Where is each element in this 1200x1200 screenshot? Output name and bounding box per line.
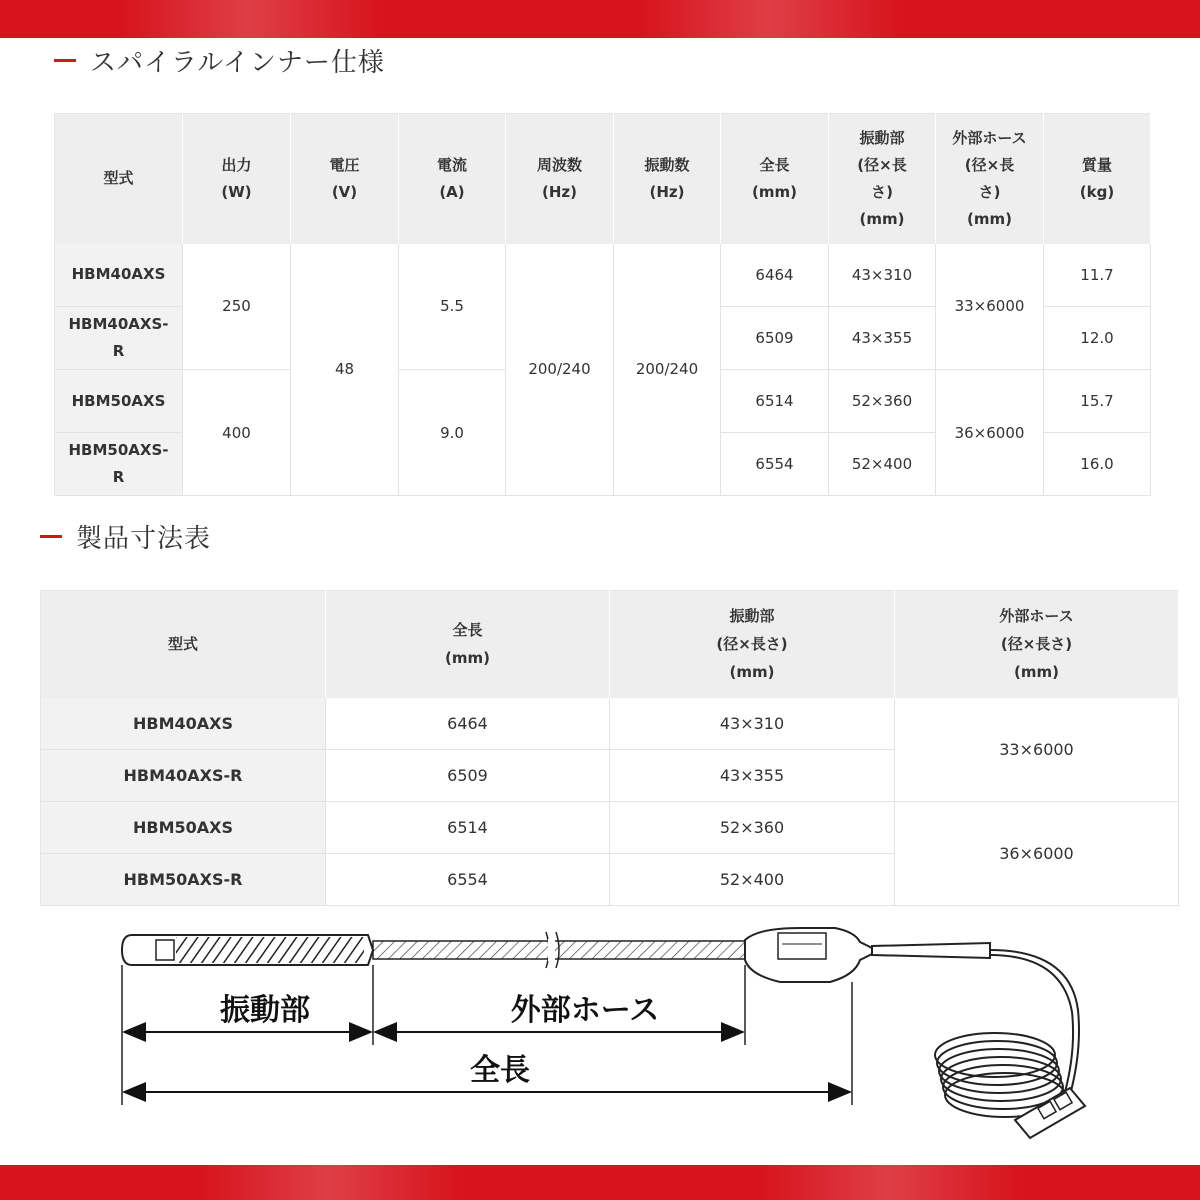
header-line: (mm) bbox=[752, 182, 797, 201]
section-heading-dimensions bbox=[40, 518, 211, 555]
header-current bbox=[399, 114, 506, 244]
section-title: スパイラルインナー仕様 bbox=[90, 48, 385, 78]
dimension-table bbox=[40, 590, 1179, 906]
header-line: (mm) bbox=[445, 649, 490, 668]
heading-accent-dash bbox=[54, 59, 76, 62]
header-line: (V) bbox=[331, 182, 358, 201]
header-line: さ) bbox=[871, 182, 893, 201]
length-cell: 6554 bbox=[721, 433, 829, 496]
header-line: 外部ホース bbox=[999, 607, 1074, 626]
header-model bbox=[55, 114, 183, 244]
cable-coil-icon bbox=[935, 950, 1079, 1117]
label-total-length: 全長 bbox=[470, 1053, 530, 1088]
vibration-cell: 200/240 bbox=[614, 244, 721, 496]
section-heading-spec bbox=[54, 42, 385, 79]
header-line: 外部ホース bbox=[952, 128, 1027, 147]
weight-cell: 12.0 bbox=[1044, 307, 1151, 370]
header-line: 型式 bbox=[167, 635, 198, 654]
model-cell: HBM40AXS-R bbox=[41, 750, 326, 802]
header-line: (mm) bbox=[1014, 663, 1059, 682]
header-line: HBM50AXS bbox=[71, 391, 166, 410]
header-hose bbox=[936, 114, 1044, 244]
header-line: (kg) bbox=[1079, 182, 1115, 201]
header-vibration bbox=[614, 114, 721, 244]
vibrator-cell: 52×360 bbox=[829, 370, 936, 433]
header-line: R bbox=[112, 468, 125, 486]
top-red-banner bbox=[0, 0, 1200, 38]
model-cell bbox=[55, 307, 183, 370]
header-line: 電圧 bbox=[329, 155, 360, 174]
header-line: (径×長 bbox=[857, 155, 907, 174]
voltage-cell: 48 bbox=[291, 244, 399, 496]
length-cell: 6554 bbox=[326, 854, 610, 906]
grip-connector-icon bbox=[745, 928, 990, 982]
model-cell: HBM50AXS bbox=[41, 802, 326, 854]
length-cell: 6509 bbox=[721, 307, 829, 370]
header-line: (径×長さ) bbox=[1000, 635, 1073, 654]
table-row bbox=[55, 244, 1151, 307]
header-vibrator bbox=[610, 591, 895, 698]
vibrator-cell: 43×310 bbox=[829, 244, 936, 307]
header-line: 振動部 bbox=[859, 128, 905, 147]
header-line: (mm) bbox=[967, 209, 1012, 228]
heading-accent-dash bbox=[40, 535, 62, 538]
plug-icon bbox=[1015, 1088, 1085, 1138]
vibrator-cell: 43×355 bbox=[829, 307, 936, 370]
header-line: R bbox=[112, 342, 125, 360]
vibrator-head-icon bbox=[122, 935, 373, 965]
header-line: HBM40AXS- bbox=[68, 315, 169, 333]
header-length bbox=[721, 114, 829, 244]
banner-highlight bbox=[200, 1165, 460, 1200]
header-output bbox=[183, 114, 291, 244]
header-frequency bbox=[506, 114, 614, 244]
header-line: さ) bbox=[978, 182, 1001, 201]
header-line: HBM50AXS- bbox=[68, 441, 169, 459]
weight-cell: 11.7 bbox=[1044, 244, 1151, 307]
length-cell: 6464 bbox=[326, 698, 610, 750]
frequency-cell: 200/240 bbox=[506, 244, 614, 496]
header-line: 周波数 bbox=[536, 155, 582, 174]
dimension-header-row bbox=[41, 591, 1179, 698]
header-line: (Hz) bbox=[542, 182, 577, 201]
hose-cell: 36×6000 bbox=[895, 802, 1179, 906]
vibrator-cell: 43×310 bbox=[610, 698, 895, 750]
header-length bbox=[326, 591, 610, 698]
header-line: (径×長さ) bbox=[716, 635, 788, 654]
output-cell: 250 bbox=[183, 244, 291, 370]
label-hose: 外部ホース bbox=[510, 993, 660, 1028]
banner-highlight bbox=[760, 1165, 1020, 1200]
section-title: 製品寸法表 bbox=[76, 524, 212, 554]
hose-cell: 36×6000 bbox=[936, 370, 1044, 496]
hose-icon bbox=[373, 932, 745, 968]
header-model bbox=[41, 591, 326, 698]
header-line: 全長 bbox=[759, 155, 790, 174]
header-line: (Hz) bbox=[649, 182, 685, 201]
header-hose bbox=[895, 591, 1179, 698]
spec-header-row bbox=[55, 114, 1151, 244]
output-cell: 400 bbox=[183, 370, 291, 496]
model-cell bbox=[55, 370, 183, 433]
current-cell: 9.0 bbox=[399, 370, 506, 496]
header-line: 電流 bbox=[436, 155, 467, 174]
bottom-red-banner bbox=[0, 1165, 1200, 1200]
length-cell: 6514 bbox=[721, 370, 829, 433]
header-line: 振動部 bbox=[729, 607, 775, 626]
length-cell: 6509 bbox=[326, 750, 610, 802]
vibrator-cell: 52×360 bbox=[610, 802, 895, 854]
header-line: (mm) bbox=[729, 663, 775, 682]
model-cell bbox=[55, 433, 183, 496]
hose-cell: 33×6000 bbox=[895, 698, 1179, 802]
header-line: (径×長 bbox=[964, 155, 1015, 174]
header-line: 出力 bbox=[221, 155, 252, 174]
header-line: (A) bbox=[439, 182, 465, 201]
model-cell: HBM40AXS bbox=[41, 698, 326, 750]
spec-table bbox=[54, 113, 1151, 496]
header-vibrator bbox=[829, 114, 936, 244]
header-line: 質量 bbox=[1081, 155, 1112, 174]
header-voltage bbox=[291, 114, 399, 244]
model-cell: HBM50AXS-R bbox=[41, 854, 326, 906]
header-weight bbox=[1044, 114, 1151, 244]
banner-highlight bbox=[640, 0, 900, 38]
vibrator-cell: 52×400 bbox=[610, 854, 895, 906]
weight-cell: 16.0 bbox=[1044, 433, 1151, 496]
current-cell: 5.5 bbox=[399, 244, 506, 370]
model-cell bbox=[55, 244, 183, 307]
length-cell: 6514 bbox=[326, 802, 610, 854]
label-vibrator: 振動部 bbox=[220, 993, 310, 1028]
header-line: HBM40AXS bbox=[71, 265, 166, 284]
vibrator-diagram bbox=[110, 920, 1110, 1165]
banner-highlight bbox=[120, 0, 380, 38]
header-line: 全長 bbox=[452, 621, 483, 640]
table-row bbox=[41, 802, 1179, 854]
vibrator-cell: 43×355 bbox=[610, 750, 895, 802]
vibrator-cell: 52×400 bbox=[829, 433, 936, 496]
weight-cell: 15.7 bbox=[1044, 370, 1151, 433]
header-line: (W) bbox=[221, 182, 252, 201]
header-line: 振動数 bbox=[644, 155, 690, 174]
header-line: (mm) bbox=[859, 209, 905, 228]
header-line: 型式 bbox=[103, 169, 134, 188]
table-row bbox=[41, 698, 1179, 750]
length-cell: 6464 bbox=[721, 244, 829, 307]
hose-cell: 33×6000 bbox=[936, 244, 1044, 370]
